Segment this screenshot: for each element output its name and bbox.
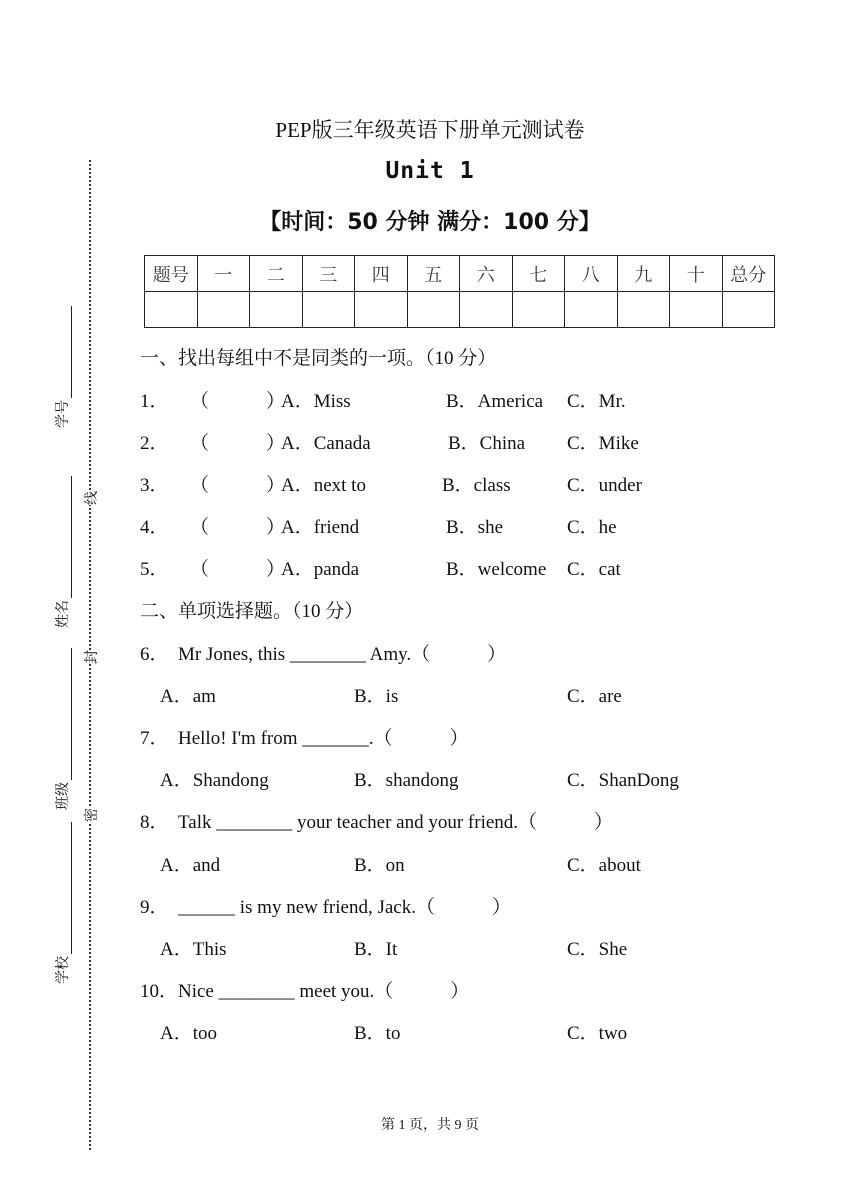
option-b: B．America (446, 391, 544, 412)
score-header-cell: 七 (512, 256, 565, 292)
option-c: C．he (567, 517, 617, 538)
score-blank-cell[interactable] (722, 292, 775, 328)
option-c: C．two (567, 1023, 628, 1044)
option-b: B．China (448, 433, 526, 454)
student-no-label: 学号 (52, 306, 72, 428)
question-stem: 6． Mr Jones, this ________ Amy.（ ） (140, 644, 507, 665)
score-blank-cell[interactable] (250, 292, 303, 328)
answer-blank[interactable]: （ ） (190, 391, 286, 412)
score-blank-cell[interactable] (617, 292, 670, 328)
score-header-cell: 十 (670, 256, 723, 292)
score-blank-cell[interactable] (355, 292, 408, 328)
class-label: 班级 (52, 648, 72, 810)
answer-blank[interactable]: （ ） (190, 559, 286, 580)
option-c: C．are (567, 686, 622, 707)
question-stem: 7． Hello! I'm from _______.（ ） (140, 728, 469, 749)
answer-blank[interactable]: （ ） (190, 517, 286, 538)
section2-heading: 二、单项选择题。（10 分） (140, 601, 364, 622)
page-title: PEP版三年级英语下册单元测试卷 (275, 118, 585, 142)
score-header-cell: 九 (617, 256, 670, 292)
score-table-header-row (145, 256, 775, 292)
time-score-info: 【时间：50 分钟 满分：100 分】 (259, 210, 601, 235)
option-b: B．It (354, 939, 398, 960)
option-c: C．ShanDong (567, 770, 679, 791)
score-header-cell: 三 (302, 256, 355, 292)
question-number: 1． (140, 391, 169, 412)
score-blank-cell[interactable] (197, 292, 250, 328)
answer-blank[interactable]: （ ） (190, 433, 286, 454)
option-a: A．panda (281, 559, 360, 580)
score-header-cell: 四 (355, 256, 408, 292)
option-a: A．and (160, 855, 221, 876)
score-header-cell: 题号 (145, 256, 198, 292)
option-a: A．friend (281, 517, 360, 538)
option-c: C．Mr. (567, 391, 626, 412)
option-c: C．Mike (567, 433, 639, 454)
score-header-cell: 八 (565, 256, 618, 292)
seal-mark-seal: 封 (79, 650, 103, 664)
option-a: A．too (160, 1023, 218, 1044)
option-b: B．welcome (446, 559, 547, 580)
option-a: A．next to (281, 475, 366, 496)
option-a: A．Miss (281, 391, 351, 412)
option-a: A．am (160, 686, 216, 707)
score-blank-cell[interactable] (407, 292, 460, 328)
option-b: B．shandong (354, 770, 459, 791)
option-c: C．cat (567, 559, 621, 580)
answer-blank[interactable]: （ ） (190, 475, 286, 496)
option-b: B．to (354, 1023, 401, 1044)
score-blank-cell[interactable] (145, 292, 198, 328)
question-stem: 8． Talk ________ your teacher and your friend.（ ） (140, 812, 614, 833)
page-footer: 第 1 页，共 9 页 (381, 1118, 479, 1133)
option-c: C．about (567, 855, 641, 876)
score-header-cell: 五 (407, 256, 460, 292)
question-stem: 9． ______ is my new friend, Jack.（ ） (140, 897, 511, 918)
seal-mark-secret: 密 (79, 808, 103, 822)
option-c: C．She (567, 939, 628, 960)
option-a: A．Shandong (160, 770, 269, 791)
option-b: B．she (446, 517, 504, 538)
score-blank-cell[interactable] (670, 292, 723, 328)
option-a: A．Canada (281, 433, 371, 454)
score-blank-cell[interactable] (512, 292, 565, 328)
section1-heading: 一、找出每组中不是同类的一项。（10 分） (140, 348, 497, 369)
score-header-cell: 总分 (722, 256, 775, 292)
score-blank-cell[interactable] (302, 292, 355, 328)
school-label: 学校 (52, 822, 72, 984)
score-table (144, 255, 775, 328)
score-header-cell: 二 (250, 256, 303, 292)
score-header-cell: 六 (460, 256, 513, 292)
option-b: B．on (354, 855, 405, 876)
question-stem: 10．Nice ________ meet you.（ ） (140, 981, 470, 1002)
score-table-blank-row (145, 292, 775, 328)
option-b: B．is (354, 686, 399, 707)
option-a: A．This (160, 939, 227, 960)
score-blank-cell[interactable] (460, 292, 513, 328)
question-number: 2． (140, 433, 169, 454)
score-header-cell: 一 (197, 256, 250, 292)
question-number: 3． (140, 475, 169, 496)
option-b: B．class (442, 475, 511, 496)
name-label: 姓名 (52, 476, 72, 628)
option-c: C．under (567, 475, 642, 496)
score-blank-cell[interactable] (565, 292, 618, 328)
unit-title: Unit 1 (385, 158, 475, 184)
question-number: 5． (140, 559, 169, 580)
question-number: 4． (140, 517, 169, 538)
seal-mark-line: 线 (79, 491, 103, 505)
